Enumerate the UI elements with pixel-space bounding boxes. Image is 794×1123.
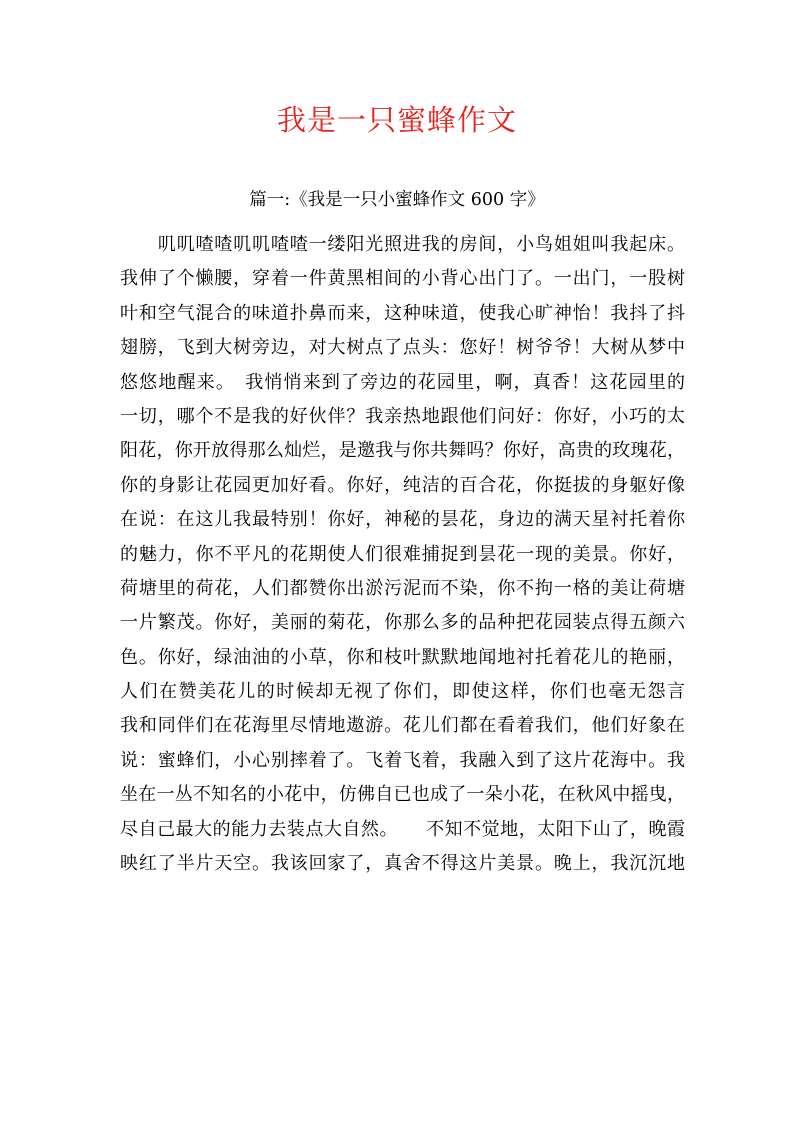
text-line: 坐在一丛不知名的小花中，仿佛自已也成了一朵小花，在秋风中摇曳，: [120, 784, 685, 806]
text-line: 说：蜜蜂们，小心别摔着了。飞着飞着，我融入到了这片花海中。我: [120, 749, 685, 771]
text-line: 叽叽喳喳叽叽喳喳一缕阳光照进我的房间，小鸟姐姐叫我起床。: [120, 234, 685, 255]
text-line: 映红了半片天空。我该回家了，真舍不得这片美景。晚上，我沉沉地: [120, 853, 685, 875]
text-line: 人们在赞美花儿的时候却无视了你们，即使这样，你们也毫无怨言: [120, 681, 685, 703]
text-line: 阳花，你开放得那么灿烂，是邀我与你共舞吗？你好，高贵的玫瑰花，: [120, 440, 685, 462]
document-title: 我是一只蜜蜂作文: [276, 103, 517, 137]
text-line: 荷塘里的荷花，人们都赞你出淤污泥而不染，你不拘一格的美让荷塘: [120, 577, 685, 599]
document-subtitle: 篇一:《我是一只小蜜蜂作文 600 字》: [249, 190, 545, 210]
text-line: 一切，哪个不是我的好伙伴？我亲热地跟他们问好：你好，小巧的太: [120, 405, 685, 427]
text-line: 一片繁茂。你好，美丽的菊花，你那么多的品种把花园装点得五颜六: [120, 612, 685, 634]
text-line: 我和同伴们在花海里尽情地遨游。花儿们都在看着我们，他们好象在: [120, 715, 685, 737]
text-line: 我伸了个懒腰，穿着一件黄黑相间的小背心出门了。一出门，一股树: [120, 268, 685, 290]
text-line: 在说：在这儿我最特别！你好，神秘的昙花，身边的满天星衬托着你: [120, 509, 685, 531]
body-text: [120, 228, 685, 881]
text-line: 色。你好，绿油油的小草，你和枝叶默默地闻地衬托着花儿的艳丽，: [120, 646, 685, 668]
text-line: 你的身影让花园更加好看。你好，纯洁的百合花，你挺拔的身躯好像: [120, 474, 685, 496]
text-line: 尽自己最大的能力去装点大自然。 不知不觉地，太阳下山了，晚霞: [120, 818, 685, 840]
text-line: 叶和空气混合的味道扑鼻而来，这种味道，使我心旷神怡！我抖了抖: [120, 302, 685, 324]
text-line: 翅膀，飞到大树旁边，对大树点了点头：您好！树爷爷！大树从梦中: [120, 337, 685, 359]
text-line: 的魅力，你不平凡的花期使人们很难捕捉到昙花一现的美景。你好，: [120, 543, 685, 565]
text-line: 悠悠地醒来。 我悄悄来到了旁边的花园里，啊，真香！这花园里的: [120, 371, 685, 393]
